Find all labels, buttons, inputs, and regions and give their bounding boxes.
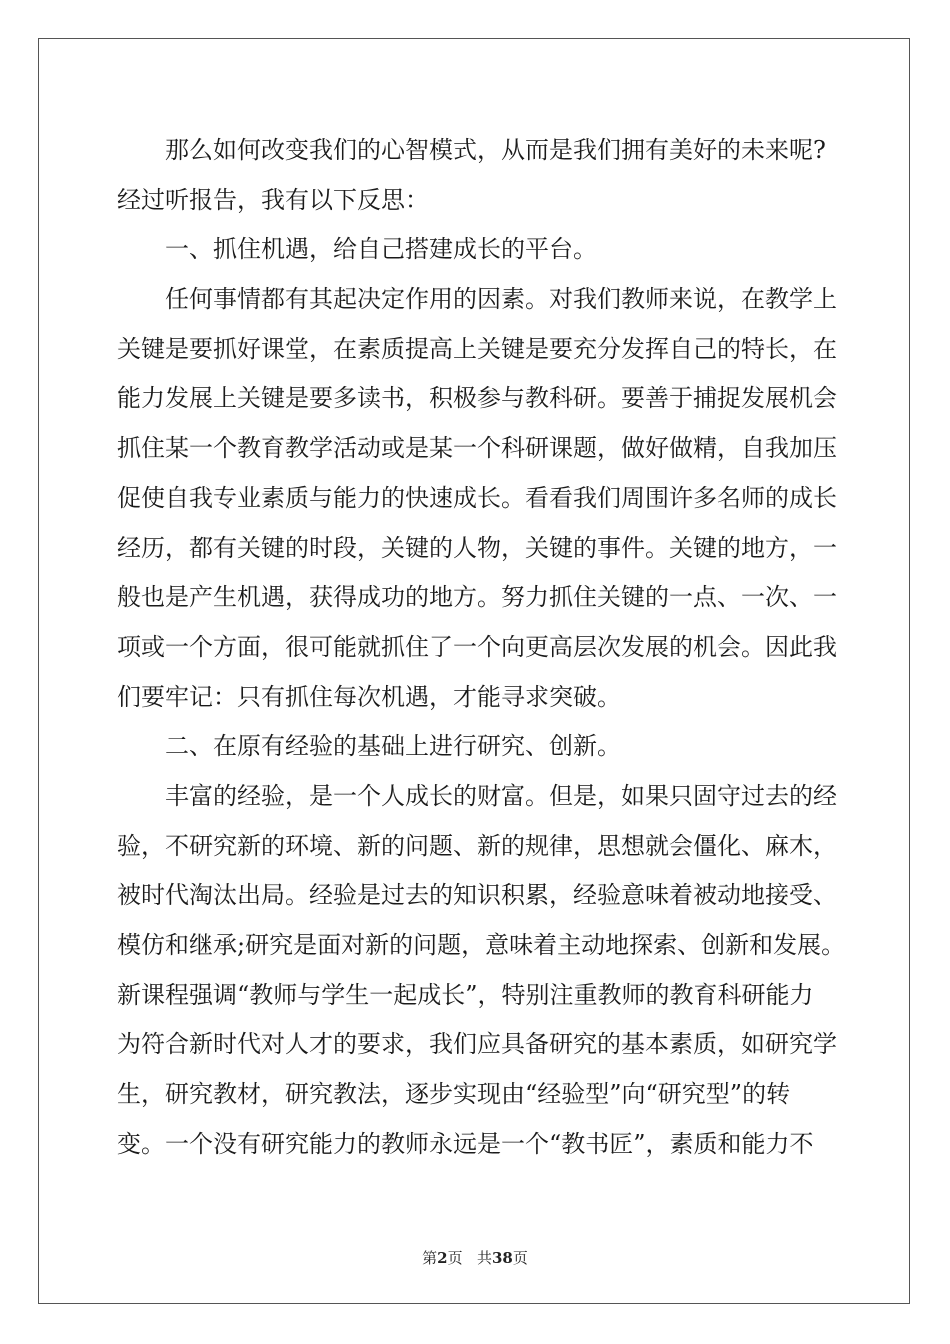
document-body xyxy=(117,126,850,1169)
text-line: 项或一个方面，很可能就抓住了一个向更高层次发展的机会。因此我 xyxy=(117,632,837,661)
text-line: 那么如何改变我们的心智模式，从而是我们拥有美好的未来呢? xyxy=(165,136,826,164)
text-line: 促使自我专业素质与能力的快速成长。看看我们周围许多名师的成长 xyxy=(117,483,837,512)
text-line: 一、抓住机遇，给自己搭建成长的平台。 xyxy=(165,235,597,264)
text-line: 关键是要抓好课堂，在素质提高上关键是要充分发挥自己的特长，在 xyxy=(117,334,837,363)
total-pages: 38 xyxy=(491,1249,513,1267)
text-line: 抓住某一个教育教学活动或是某一个科研课题，做好做精，自我加压 xyxy=(117,434,837,463)
page-prefix: 第 xyxy=(422,1249,438,1267)
page-number: 2 xyxy=(437,1249,448,1267)
text-line: 被时代淘汰出局。经验是过去的知识积累，经验意味着被动地接受、 xyxy=(117,881,837,910)
page-suffix: 页 xyxy=(447,1249,463,1267)
text-line: 二、在原有经验的基础上进行研究、创新。 xyxy=(165,732,621,761)
text-line: 经历，都有关键的时段，关键的人物，关键的事件。关键的地方，一 xyxy=(117,533,837,562)
text-line: 般也是产生机遇，获得成功的地方。努力抓住关键的一点、一次、一 xyxy=(117,583,837,612)
text-line: 丰富的经验，是一个人成长的财富。但是，如果只固守过去的经 xyxy=(165,781,837,810)
text-line: 模仿和继承;研究是面对新的问题，意味着主动地探索、创新和发展。 xyxy=(117,931,846,959)
page-footer xyxy=(0,1247,950,1268)
text-line: 们要牢记：只有抓住每次机遇，才能寻求突破。 xyxy=(117,682,621,711)
text-line: 能力发展上关键是要多读书，积极参与教科研。要善于捕捉发展机会 xyxy=(117,384,837,413)
text-line: 为符合新时代对人才的要求，我们应具备研究的基本素质，如研究学 xyxy=(117,1030,837,1059)
text-line: 经过听报告，我有以下反思： xyxy=(117,185,429,214)
total-prefix: 共 xyxy=(476,1249,492,1267)
text-line: 变。一个没有研究能力的教师永远是一个“教书匠”，素质和能力不 xyxy=(117,1129,814,1158)
text-line: 新课程强调“教师与学生一起成长”，特别注重教师的教育科研能力 xyxy=(117,980,814,1009)
text-line: 任何事情都有其起决定作用的因素。对我们教师来说，在教学上 xyxy=(165,285,837,314)
text-line: 验，不研究新的环境、新的问题、新的规律，思想就会僵化、麻木， xyxy=(117,831,837,860)
text-line: 生，研究教材，研究教法，逐步实现由“经验型”向“研究型”的转 xyxy=(117,1080,791,1109)
total-suffix: 页 xyxy=(512,1249,528,1267)
